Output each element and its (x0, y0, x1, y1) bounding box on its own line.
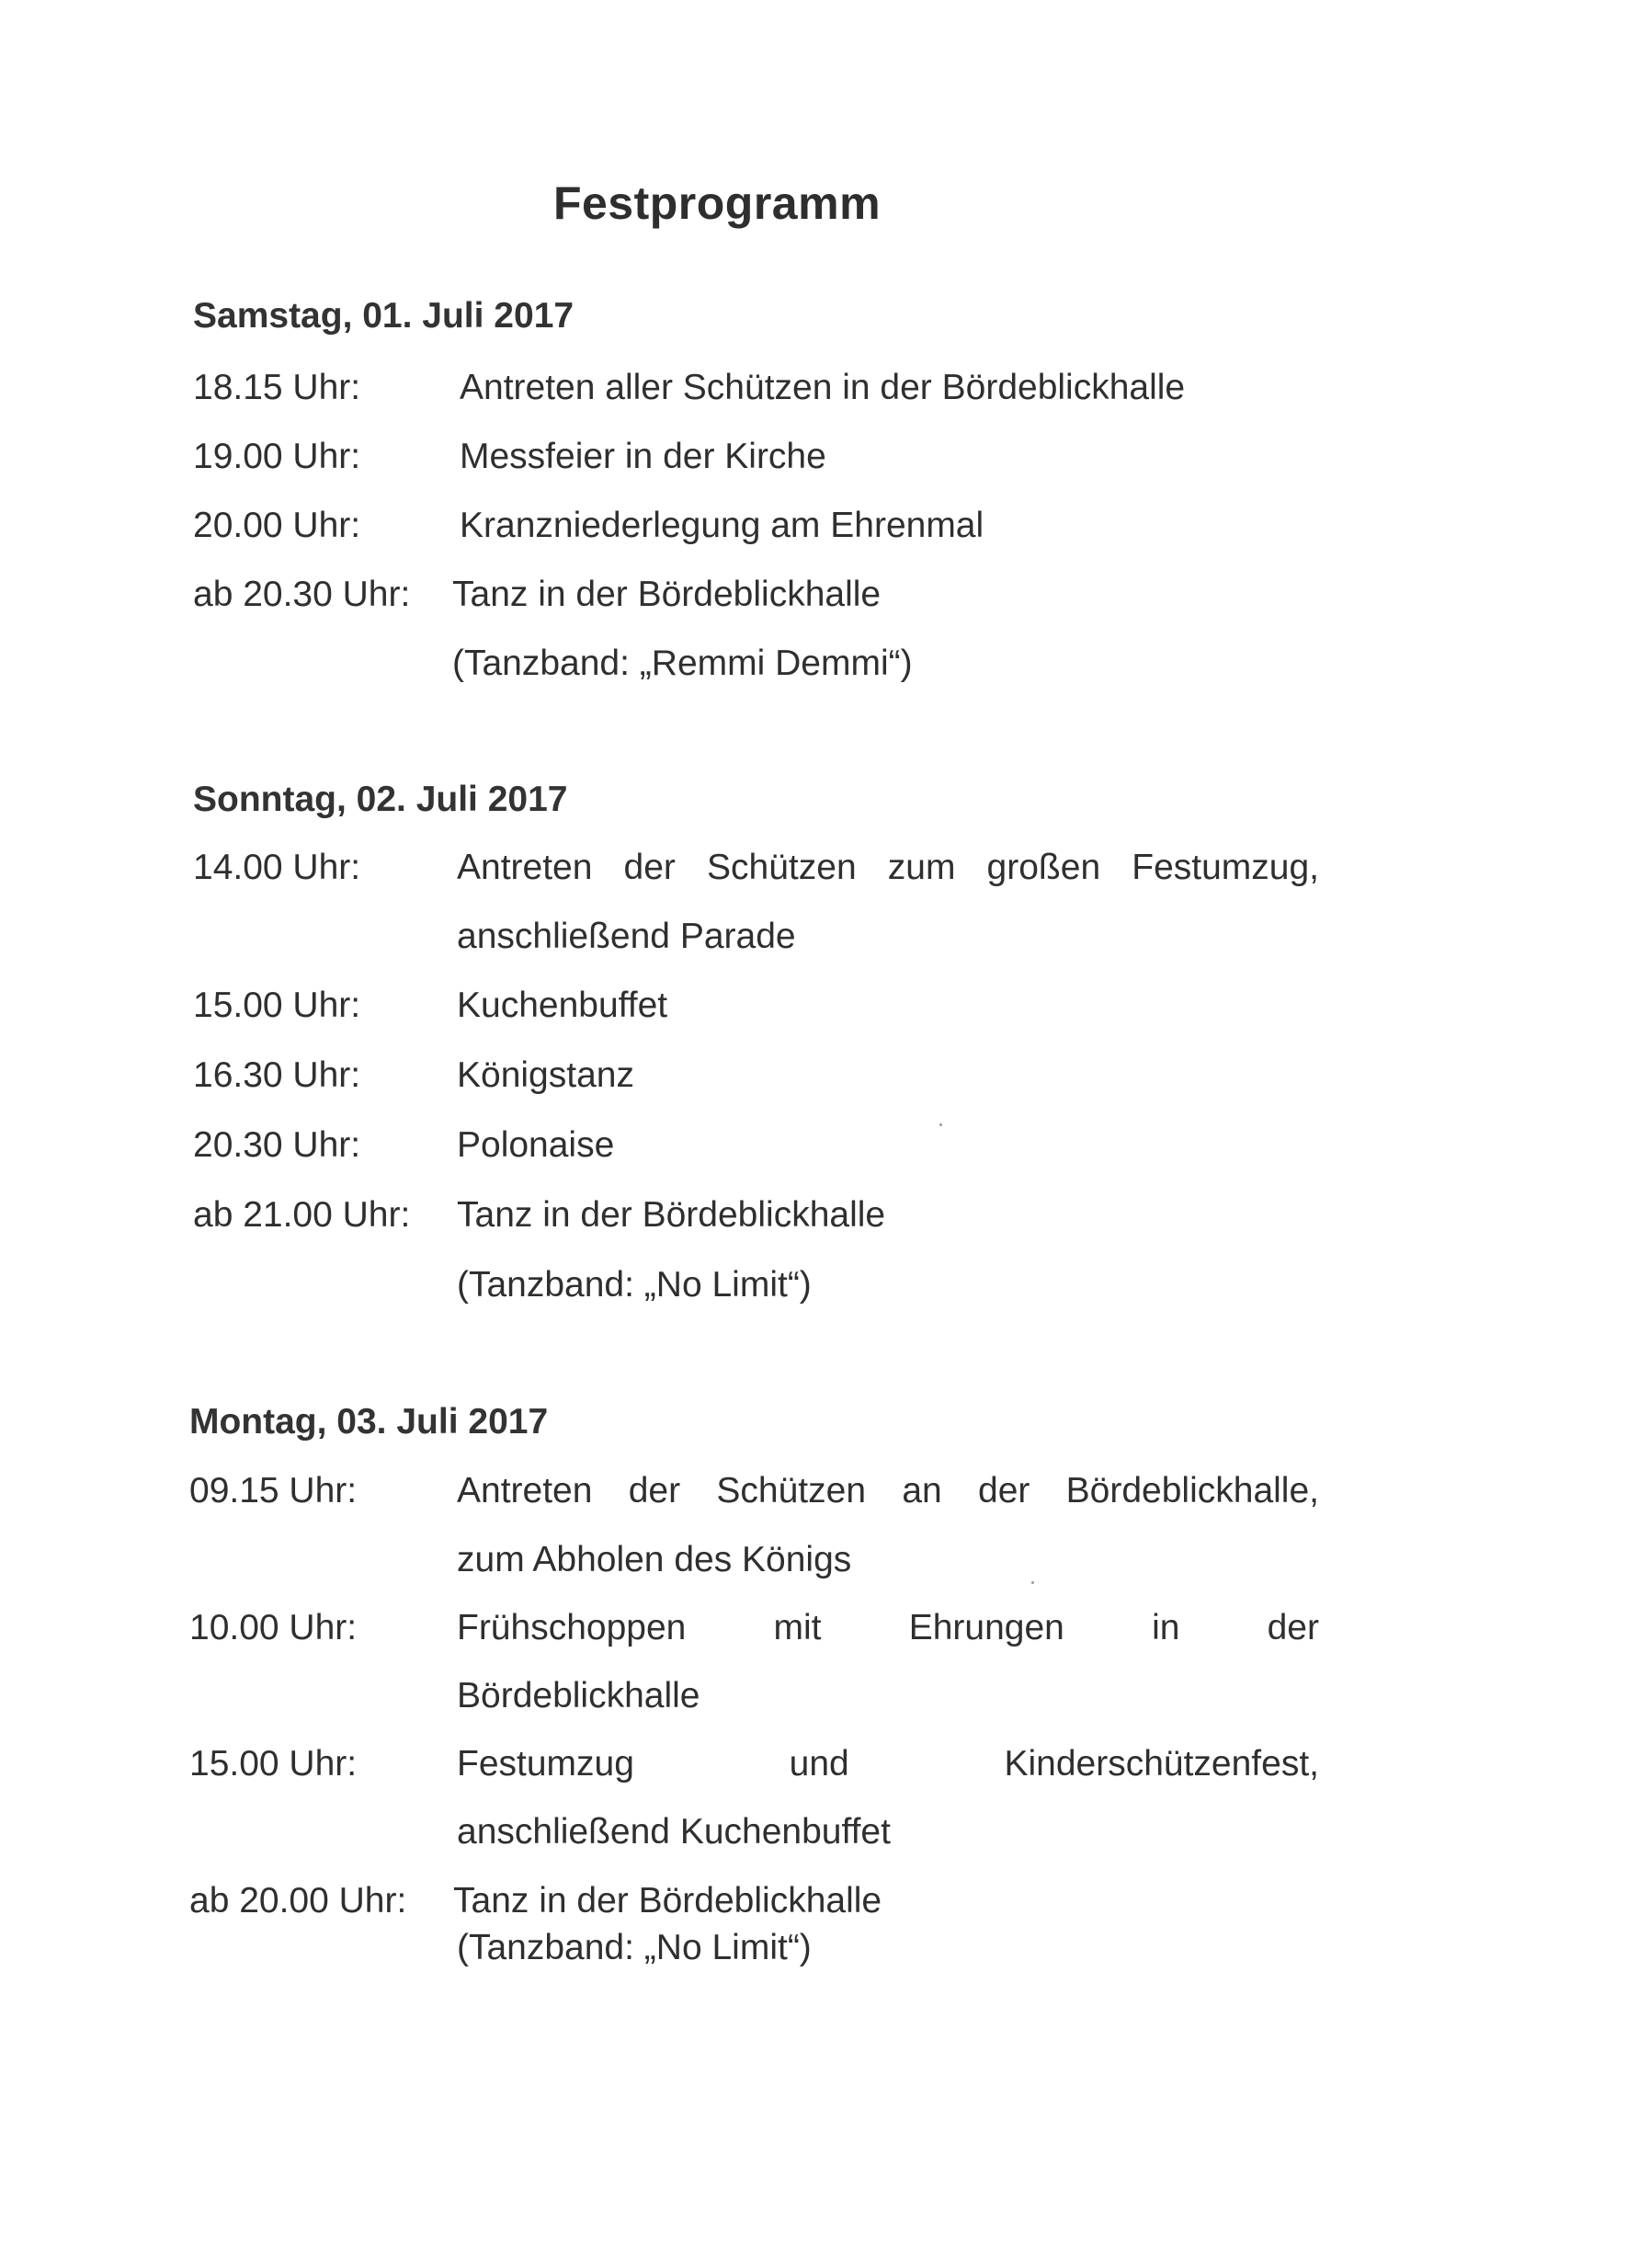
entry-time: ab 21.00 Uhr: (193, 1195, 411, 1235)
entry-continuation: Bördeblickhalle (457, 1676, 700, 1715)
entry-continuation: zum Abholen des Königs (457, 1540, 852, 1579)
entry-time: 20.30 Uhr: (193, 1125, 361, 1165)
entry-time: ab 20.00 Uhr: (189, 1881, 407, 1920)
page-title: Festprogramm (552, 177, 882, 229)
entry-description: Kuchenbuffet (457, 986, 668, 1025)
entry-description: Antreten der Schützen zum großen Festumzug, (457, 848, 1319, 887)
entry-continuation: anschließend Kuchenbuffet (457, 1812, 891, 1852)
entry-time: 20.00 Uhr: (193, 506, 361, 545)
entry-description: Tanz in der Bördeblickhalle (452, 575, 882, 614)
entry-time: 14.00 Uhr: (193, 848, 361, 887)
entry-time: 19.00 Uhr: (193, 437, 361, 476)
day-heading-monday: Montag, 03. Juli 2017 (189, 1402, 549, 1442)
entry-continuation: (Tanzband: „No Limit“) (457, 1928, 812, 1967)
entry-description: Messfeier in der Kirche (460, 437, 826, 476)
entry-description: Kranzniederlegung am Ehrenmal (460, 506, 984, 545)
day-heading-sunday: Sonntag, 02. Juli 2017 (193, 780, 568, 819)
entry-time: 10.00 Uhr: (189, 1608, 358, 1647)
entry-time: 09.15 Uhr: (189, 1471, 358, 1510)
entry-description: Antreten der Schützen an der Bördeblickhalle, (457, 1471, 1319, 1510)
entry-time: 15.00 Uhr: (193, 986, 361, 1025)
entry-description: Polonaise (457, 1125, 615, 1165)
entry-description: Tanz in der Bördeblickhalle (453, 1881, 882, 1920)
entry-description: Antreten aller Schützen in der Bördeblickhalle (460, 368, 1186, 407)
entry-description: Tanz in der Bördeblickhalle (457, 1195, 886, 1235)
scan-speck (939, 1123, 942, 1126)
entry-time: ab 20.30 Uhr: (193, 575, 411, 614)
entry-continuation: (Tanzband: „No Limit“) (457, 1265, 812, 1305)
entry-continuation: (Tanzband: „Remmi Demmi“) (452, 644, 913, 683)
entry-time: 16.30 Uhr: (193, 1055, 361, 1095)
entry-description: Festumzug und Kinderschützenfest, (457, 1744, 1319, 1784)
entry-time: 15.00 Uhr: (189, 1744, 358, 1784)
day-heading-saturday: Samstag, 01. Juli 2017 (193, 296, 575, 336)
scan-speck (1031, 1581, 1034, 1584)
entry-continuation: anschließend Parade (457, 917, 796, 956)
entry-time: 18.15 Uhr: (193, 368, 361, 407)
entry-description: Königstanz (457, 1055, 634, 1095)
entry-description: Frühschoppen mit Ehrungen in der (457, 1608, 1319, 1647)
